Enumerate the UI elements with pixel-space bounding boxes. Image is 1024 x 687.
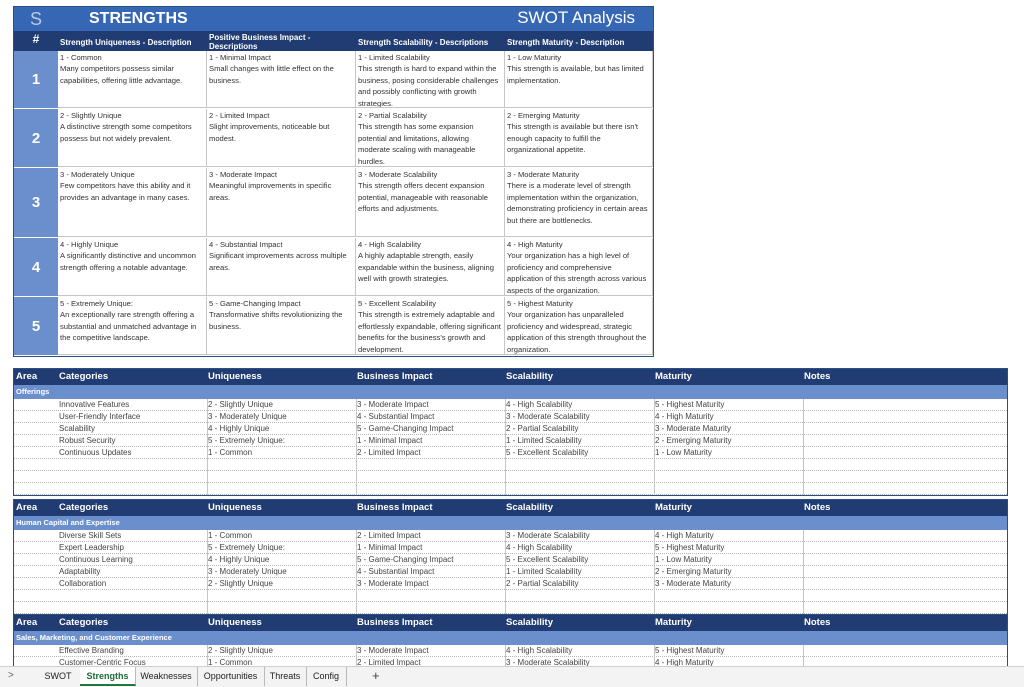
table-row[interactable]	[14, 578, 1007, 590]
definitions-grid	[14, 31, 653, 356]
column-header-uniqueness[interactable]: Uniqueness	[208, 502, 262, 513]
category-cell[interactable]: Innovative Features	[59, 400, 130, 409]
row-number: 1	[14, 51, 58, 109]
scalability-cell[interactable]: 4 - High Scalability	[506, 543, 573, 552]
header-uniqueness: Strength Uniqueness - Description	[58, 31, 207, 51]
impact-cell[interactable]: 5 - Game-Changing Impact	[357, 424, 454, 433]
category-cell[interactable]: Robust Security	[59, 436, 116, 445]
scalability-level-label: 1 - Limited Scalability	[358, 53, 430, 62]
sales-marketing-table	[13, 614, 1008, 666]
impact-cell[interactable]: 3 - Moderate Impact	[357, 579, 429, 588]
scalability-description-cell[interactable]	[356, 168, 505, 237]
scalability-level-label: 3 - Moderate Scalability	[358, 170, 438, 179]
scalability-level-label: 4 - High Scalability	[358, 240, 421, 249]
table-row[interactable]	[14, 645, 1007, 657]
swot-letter: S	[29, 8, 42, 29]
sheet-tab-threats[interactable]: Threats	[264, 667, 307, 686]
uniqueness-level-label: 1 - Common	[60, 53, 102, 62]
scalability-description-cell[interactable]	[356, 51, 505, 108]
scalability-cell[interactable]: 3 - Moderate Scalability	[506, 658, 590, 666]
impact-cell[interactable]: 3 - Moderate Impact	[357, 400, 429, 409]
impact-level-label: 1 - Minimal Impact	[209, 53, 272, 62]
column-header-categories[interactable]: Categories	[59, 371, 109, 382]
maturity-cell[interactable]: 2 - Emerging Maturity	[655, 567, 732, 576]
impact-description-text: Significant improvements across multiple areas.	[209, 251, 347, 272]
scalability-cell[interactable]: 4 - High Scalability	[506, 400, 573, 409]
maturity-cell[interactable]: 1 - Low Maturity	[655, 555, 712, 564]
column-divider	[505, 399, 506, 495]
impact-level-label: 2 - Limited Impact	[209, 111, 270, 120]
maturity-description-text: There is a moderate level of strength implementation within the organization, demonstrating proficiency in certain areas but there are bottlenecks.	[507, 181, 648, 225]
swot-analysis-title: SWOT Analysis	[517, 8, 635, 27]
category-cell[interactable]: Scalability	[59, 424, 96, 433]
uniqueness-description-text: A distinctive strength some competitors possess but not widely prevalent.	[60, 122, 192, 143]
scalability-description-text: This strength offers decent expansion potential, manageable with reasonable efforts and adjustments.	[358, 181, 489, 214]
scalability-description-text: This strength is extremely adaptable and effortlessly expandable, offering significant benefits for the business's growth and development.	[358, 310, 501, 354]
impact-description-cell[interactable]	[207, 297, 356, 355]
maturity-cell[interactable]: 4 - High Maturity	[655, 658, 714, 666]
header-maturity: Strength Maturity - Description	[505, 31, 653, 51]
column-header-area[interactable]: Area	[16, 371, 38, 382]
uniqueness-cell[interactable]: 3 - Moderately Unique	[208, 567, 287, 576]
uniqueness-description-cell[interactable]	[58, 297, 207, 355]
impact-cell[interactable]: 2 - Limited Impact	[357, 448, 421, 457]
table-body	[14, 530, 1007, 626]
maturity-level-label: 2 - Emerging Maturity	[507, 111, 580, 120]
uniqueness-cell[interactable]: 1 - Common	[208, 448, 253, 457]
row-number: 5	[14, 297, 58, 356]
table-row[interactable]	[14, 471, 1007, 483]
category-cell[interactable]: Continuous Learning	[59, 555, 133, 564]
impact-level-label: 5 - Game-Changing Impact	[209, 299, 301, 308]
column-header-area[interactable]: Area	[16, 617, 38, 628]
uniqueness-cell[interactable]: 2 - Slightly Unique	[208, 400, 273, 409]
column-header-scalability[interactable]: Scalability	[506, 371, 553, 382]
category-cell[interactable]: Customer-Centric Focus	[59, 658, 146, 666]
uniqueness-description-text: An exceptionally rare strength offering a substantial and unmatched advantage in the competitive landscape.	[60, 310, 197, 343]
column-header-categories[interactable]: Categories	[59, 502, 109, 513]
column-divider	[803, 645, 804, 666]
scalability-description-text: This strength has some expansion potential and limitations, allowing moderate scaling with manageable hurdles.	[358, 122, 476, 166]
maturity-level-label: 4 - High Maturity	[507, 240, 563, 249]
header-number: #	[14, 31, 58, 51]
maturity-level-label: 1 - Low Maturity	[507, 53, 562, 62]
maturity-description-text: Your organization has unparalleled proficiency and widespread, strategic application of this strength throughout the organization.	[507, 310, 647, 354]
impact-cell[interactable]: 5 - Game-Changing Impact	[357, 555, 454, 564]
impact-level-label: 3 - Moderate Impact	[209, 170, 277, 179]
header-impact: Positive Business Impact - Descriptions	[207, 31, 356, 51]
tab-scroll-arrow[interactable]: >	[8, 670, 14, 681]
row-number: 3	[14, 168, 58, 238]
maturity-cell[interactable]: 4 - High Maturity	[655, 412, 714, 421]
uniqueness-description-text: Few competitors have this ability and it provides an advantage in many cases.	[60, 181, 191, 202]
uniqueness-cell[interactable]: 2 - Slightly Unique	[208, 646, 273, 655]
uniqueness-description-cell[interactable]	[58, 109, 207, 167]
category-cell[interactable]: Diverse Skill Sets	[59, 531, 122, 540]
table-row[interactable]	[14, 566, 1007, 578]
human-capital-table	[13, 499, 1008, 627]
column-header-impact[interactable]: Business Impact	[357, 617, 433, 628]
maturity-level-label: 3 - Moderate Maturity	[507, 170, 580, 179]
column-divider	[654, 645, 655, 666]
add-sheet-button[interactable]: +	[372, 668, 380, 683]
impact-description-cell[interactable]	[207, 238, 356, 296]
column-divider	[207, 530, 208, 626]
uniqueness-level-label: 4 - Highly Unique	[60, 240, 119, 249]
category-cell[interactable]: Continuous Updates	[59, 448, 132, 457]
table-row[interactable]	[14, 590, 1007, 602]
title-bar	[14, 7, 653, 31]
column-header-notes[interactable]: Notes	[804, 502, 831, 513]
sheet-tab-opportunities[interactable]: Opportunities	[197, 667, 265, 686]
scalability-description-cell[interactable]	[356, 297, 505, 355]
scalability-description-text: This strength is hard to expand within the business, posing considerable challenges and possibly conflicting with growth strategies.	[358, 64, 499, 108]
impact-description-text: Small changes with little effect on the business.	[209, 64, 334, 85]
uniqueness-description-text: Many competitors possess similar capabilities, offering little advantage.	[60, 64, 183, 85]
column-header-maturity[interactable]: Maturity	[655, 371, 692, 382]
scalability-cell[interactable]: 4 - High Scalability	[506, 646, 573, 655]
impact-cell[interactable]: 4 - Substantial Impact	[357, 412, 435, 421]
impact-description-cell[interactable]	[207, 168, 356, 237]
column-divider	[803, 399, 804, 495]
table-row[interactable]	[14, 399, 1007, 411]
row-number: 4	[14, 238, 58, 297]
column-header-notes[interactable]: Notes	[804, 371, 831, 382]
table-row[interactable]	[14, 483, 1007, 495]
maturity-cell[interactable]: 1 - Low Maturity	[655, 448, 712, 457]
maturity-cell[interactable]: 5 - Highest Maturity	[655, 646, 725, 655]
uniqueness-description-cell[interactable]	[58, 238, 207, 296]
uniqueness-description-cell[interactable]	[58, 168, 207, 237]
uniqueness-cell[interactable]: 1 - Common	[208, 531, 253, 540]
maturity-description-text: Your organization has a high level of proficiency and comprehensive application of this strength across various aspects of the organization.	[507, 251, 647, 295]
column-divider	[356, 530, 357, 626]
maturity-description-cell[interactable]	[505, 168, 653, 237]
strengths-definition-table	[13, 6, 654, 357]
column-header-area[interactable]: Area	[16, 502, 38, 513]
column-header-impact[interactable]: Business Impact	[357, 371, 433, 382]
column-divider	[505, 645, 506, 666]
table-row[interactable]	[14, 447, 1007, 459]
maturity-cell[interactable]: 4 - High Maturity	[655, 531, 714, 540]
column-header-maturity[interactable]: Maturity	[655, 502, 692, 513]
uniqueness-level-label: 3 - Moderately Unique	[60, 170, 135, 179]
uniqueness-level-label: 5 - Extremely Unique:	[60, 299, 134, 308]
table-row[interactable]	[14, 459, 1007, 471]
uniqueness-cell[interactable]: 1 - Common	[208, 658, 253, 666]
table-body	[14, 645, 1007, 666]
scalability-level-label: 2 - Partial Scalability	[358, 111, 427, 120]
scalability-description-cell[interactable]	[356, 109, 505, 167]
area-section-header: Human Capital and Expertise	[14, 516, 1007, 530]
column-divider	[803, 530, 804, 626]
column-header-scalability[interactable]: Scalability	[506, 617, 553, 628]
category-cell[interactable]: Collaboration	[59, 579, 107, 588]
maturity-description-text: This strength is available, but has limited implementation.	[507, 64, 644, 85]
column-header-row	[14, 500, 1007, 516]
table-row[interactable]	[14, 657, 1007, 666]
category-cell[interactable]: Adaptability	[59, 567, 101, 576]
maturity-description-text: This strength is available but there isn't enough capacity to fulfill the organizational appetite.	[507, 122, 639, 155]
column-header-row	[14, 369, 1007, 385]
uniqueness-cell[interactable]: 3 - Moderately Unique	[208, 412, 287, 421]
scalability-description-text: A highly adaptable strength, easily expandable within the business, aligning well with growth strategies.	[358, 251, 494, 284]
table-row[interactable]	[14, 530, 1007, 542]
column-divider	[654, 399, 655, 495]
scalability-cell[interactable]: 5 - Excellent Scalability	[506, 555, 589, 564]
scalability-cell[interactable]: 2 - Partial Scalability	[506, 424, 579, 433]
impact-cell[interactable]: 2 - Limited Impact	[357, 658, 421, 666]
scalability-cell[interactable]: 3 - Moderate Scalability	[506, 412, 590, 421]
scalability-level-label: 5 - Excellent Scalability	[358, 299, 437, 308]
column-header-uniqueness[interactable]: Uniqueness	[208, 371, 262, 382]
column-divider	[207, 399, 208, 495]
maturity-cell[interactable]: 3 - Moderate Maturity	[655, 424, 732, 433]
maturity-level-label: 5 - Highest Maturity	[507, 299, 573, 308]
category-cell[interactable]: User-Friendly Interface	[59, 412, 141, 421]
impact-cell[interactable]: 3 - Moderate Impact	[357, 646, 429, 655]
impact-description-cell[interactable]	[207, 109, 356, 167]
column-divider	[356, 399, 357, 495]
column-divider	[654, 530, 655, 626]
uniqueness-description-text: A significantly distinctive and uncommon strength offering a notable advantage.	[60, 251, 196, 272]
maturity-description-cell[interactable]	[505, 51, 653, 108]
area-section-header: Offerings	[14, 385, 1007, 399]
uniqueness-cell[interactable]: 4 - Highly Unique	[208, 424, 270, 433]
header-scalability: Strength Scalability - Descriptions	[356, 31, 505, 51]
column-header-scalability[interactable]: Scalability	[506, 502, 553, 513]
offerings-table	[13, 368, 1008, 496]
category-cell[interactable]: Effective Branding	[59, 646, 124, 655]
scalability-cell[interactable]: 1 - Limited Scalability	[506, 567, 582, 576]
maturity-cell[interactable]: 3 - Moderate Maturity	[655, 579, 732, 588]
table-row[interactable]	[14, 602, 1007, 614]
table-row[interactable]	[14, 423, 1007, 435]
uniqueness-cell[interactable]: 5 - Extremely Unique:	[208, 436, 285, 445]
section-title: STRENGTHS	[89, 10, 188, 27]
sheet-tab-swot[interactable]: SWOT	[36, 667, 81, 686]
sheet-tab-strengths[interactable]: Strengths	[80, 667, 136, 686]
column-divider	[356, 645, 357, 666]
impact-cell[interactable]: 1 - Minimal Impact	[357, 436, 423, 445]
table-row[interactable]	[14, 411, 1007, 423]
impact-level-label: 4 - Substantial Impact	[209, 240, 283, 249]
scalability-cell[interactable]: 3 - Moderate Scalability	[506, 531, 590, 540]
uniqueness-cell[interactable]: 2 - Slightly Unique	[208, 579, 273, 588]
scalability-cell[interactable]: 2 - Partial Scalability	[506, 579, 579, 588]
table-body	[14, 399, 1007, 495]
impact-cell[interactable]: 1 - Minimal Impact	[357, 543, 423, 552]
column-divider	[505, 530, 506, 626]
column-header-maturity[interactable]: Maturity	[655, 617, 692, 628]
row-number: 2	[14, 109, 58, 168]
category-cell[interactable]: Expert Leadership	[59, 543, 124, 552]
area-section-header: Sales, Marketing, and Customer Experience	[14, 631, 1007, 645]
table-row[interactable]	[14, 554, 1007, 566]
impact-cell[interactable]: 2 - Limited Impact	[357, 531, 421, 540]
column-header-impact[interactable]: Business Impact	[357, 502, 433, 513]
maturity-cell[interactable]: 5 - Highest Maturity	[655, 400, 725, 409]
maturity-description-cell[interactable]	[505, 297, 653, 355]
uniqueness-description-cell[interactable]	[58, 51, 207, 108]
table-row[interactable]	[14, 542, 1007, 554]
column-header-categories[interactable]: Categories	[59, 617, 109, 628]
column-header-notes[interactable]: Notes	[804, 617, 831, 628]
uniqueness-level-label: 2 - Slightly Unique	[60, 111, 122, 120]
column-header-uniqueness[interactable]: Uniqueness	[208, 617, 262, 628]
scalability-cell[interactable]: 1 - Limited Scalability	[506, 436, 582, 445]
impact-description-text: Meaningful improvements in specific areas.	[209, 181, 332, 202]
maturity-description-cell[interactable]	[505, 109, 653, 167]
impact-description-text: Transformative shifts revolutionizing the business.	[209, 310, 343, 331]
impact-description-text: Slight improvements, noticeable but modest.	[209, 122, 330, 143]
sheet-tab-weaknesses[interactable]: Weaknesses	[135, 667, 198, 686]
table-row[interactable]	[14, 435, 1007, 447]
sheet-tab-bar	[0, 666, 1024, 687]
uniqueness-cell[interactable]: 4 - Highly Unique	[208, 555, 270, 564]
column-header-row	[14, 615, 1007, 631]
uniqueness-cell[interactable]: 5 - Extremely Unique:	[208, 543, 285, 552]
maturity-cell[interactable]: 2 - Emerging Maturity	[655, 436, 732, 445]
maturity-cell[interactable]: 5 - Highest Maturity	[655, 543, 725, 552]
sheet-tab-config[interactable]: Config	[306, 667, 347, 686]
column-divider	[207, 645, 208, 666]
scalability-description-cell[interactable]	[356, 238, 505, 296]
scalability-cell[interactable]: 5 - Excellent Scalability	[506, 448, 589, 457]
impact-description-cell[interactable]	[207, 51, 356, 108]
maturity-description-cell[interactable]	[505, 238, 653, 296]
impact-cell[interactable]: 4 - Substantial Impact	[357, 567, 435, 576]
